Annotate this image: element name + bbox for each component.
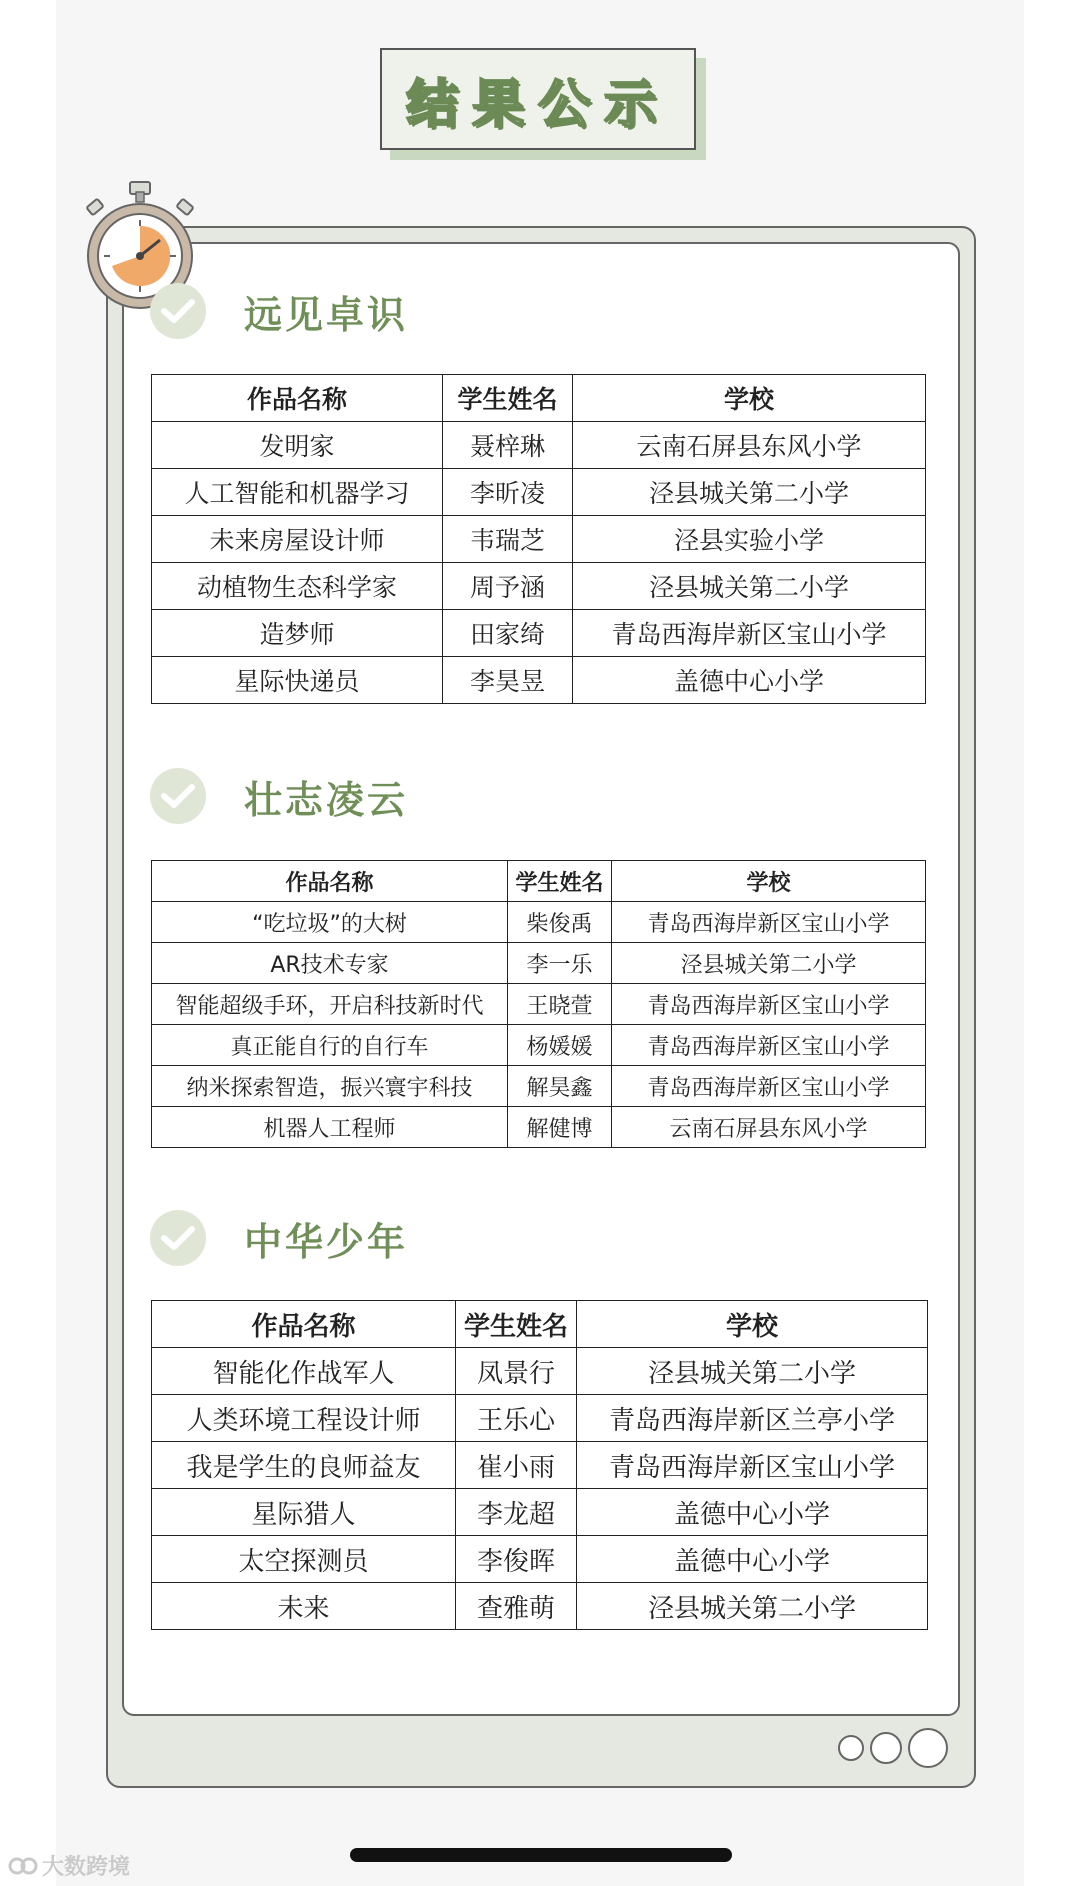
header-work: 作品名称 — [152, 861, 508, 902]
cell-student: 聂梓琳 — [443, 422, 573, 469]
cell-school: 云南石屏县东风小学 — [573, 422, 926, 469]
cell-school: 盖德中心小学 — [573, 657, 926, 704]
table-row — [152, 469, 926, 516]
cell-student: 韦瑞芝 — [443, 516, 573, 563]
cell-work: 星际猎人 — [152, 1489, 456, 1536]
cell-student: 李昕凌 — [443, 469, 573, 516]
cell-school: 泾县城关第二小学 — [577, 1348, 928, 1395]
cell-work: 发明家 — [152, 422, 443, 469]
cell-student: 查雅萌 — [456, 1583, 577, 1630]
cell-school: 青岛西海岸新区宝山小学 — [612, 902, 926, 943]
table-row — [152, 943, 926, 984]
table-row — [152, 1489, 928, 1536]
cell-student: 柴俊禹 — [508, 902, 612, 943]
cell-student: 凤景行 — [456, 1348, 577, 1395]
cell-school: 青岛西海岸新区兰亭小学 — [577, 1395, 928, 1442]
table-row — [152, 1536, 928, 1583]
cell-school: 青岛西海岸新区宝山小学 — [612, 1066, 926, 1107]
cell-work: AR技术专家 — [152, 943, 508, 984]
cell-school: 云南石屏县东风小学 — [612, 1107, 926, 1148]
header-school: 学校 — [573, 375, 926, 422]
table-row — [152, 516, 926, 563]
header-school: 学校 — [577, 1301, 928, 1348]
section-title: 中华少年 — [244, 1219, 409, 1264]
cell-school: 青岛西海岸新区宝山小学 — [612, 984, 926, 1025]
cell-school: 青岛西海岸新区宝山小学 — [577, 1442, 928, 1489]
table-row — [152, 1348, 928, 1395]
results-table-3 — [151, 1300, 928, 1630]
results-table-2 — [151, 860, 926, 1148]
table-row — [152, 1583, 928, 1630]
title-banner — [380, 48, 696, 150]
cell-work: 人类环境工程设计师 — [152, 1395, 456, 1442]
header-work: 作品名称 — [152, 375, 443, 422]
watermark-text: 大数跨境 — [42, 1855, 131, 1880]
cell-work: 真正能自行的自行车 — [152, 1025, 508, 1066]
table-header-row — [152, 861, 926, 902]
cell-student: 解健博 — [508, 1107, 612, 1148]
cell-school: 泾县城关第二小学 — [573, 563, 926, 610]
watermark — [8, 1850, 130, 1881]
home-indicator[interactable] — [350, 1848, 732, 1862]
dot-small — [838, 1735, 864, 1761]
cell-student: 王乐心 — [456, 1395, 577, 1442]
cell-student: 崔小雨 — [456, 1442, 577, 1489]
watermark-logo-icon — [8, 1855, 38, 1877]
check-icon — [150, 768, 206, 824]
cell-student: 解昊鑫 — [508, 1066, 612, 1107]
cell-school: 盖德中心小学 — [577, 1489, 928, 1536]
cell-work: 纳米探索智造，振兴寰宇科技 — [152, 1066, 508, 1107]
check-icon — [150, 283, 206, 339]
frame-dots — [838, 1728, 948, 1768]
table-header-row — [152, 375, 926, 422]
table-row — [152, 657, 926, 704]
cell-student: 李俊晖 — [456, 1536, 577, 1583]
table-row — [152, 984, 926, 1025]
cell-school: 泾县城关第二小学 — [612, 943, 926, 984]
header-student: 学生姓名 — [443, 375, 573, 422]
cell-work: 未来房屋设计师 — [152, 516, 443, 563]
cell-work: 动植物生态科学家 — [152, 563, 443, 610]
cell-student: 周予涵 — [443, 563, 573, 610]
cell-school: 青岛西海岸新区宝山小学 — [573, 610, 926, 657]
cell-school: 泾县实验小学 — [573, 516, 926, 563]
section-heading-2 — [150, 768, 408, 824]
cell-work: 星际快递员 — [152, 657, 443, 704]
header-student: 学生姓名 — [508, 861, 612, 902]
table-row — [152, 1025, 926, 1066]
table-row — [152, 422, 926, 469]
cell-school: 盖德中心小学 — [577, 1536, 928, 1583]
cell-student: 田家绮 — [443, 610, 573, 657]
table-header-row — [152, 1301, 928, 1348]
cell-work: 未来 — [152, 1583, 456, 1630]
cell-student: 李龙超 — [456, 1489, 577, 1536]
header-school: 学校 — [612, 861, 926, 902]
table-row — [152, 1107, 926, 1148]
table-row — [152, 1395, 928, 1442]
dot-medium — [870, 1732, 902, 1764]
cell-student: 李一乐 — [508, 943, 612, 984]
table-row — [152, 1066, 926, 1107]
dot-large — [908, 1728, 948, 1768]
table-row — [152, 902, 926, 943]
cell-work: “吃垃圾”的大树 — [152, 902, 508, 943]
cell-work: 智能化作战军人 — [152, 1348, 456, 1395]
cell-work: 太空探测员 — [152, 1536, 456, 1583]
section-heading-1 — [150, 283, 408, 339]
cell-work: 我是学生的良师益友 — [152, 1442, 456, 1489]
cell-school: 泾县城关第二小学 — [577, 1583, 928, 1630]
section-title: 壮志凌云 — [244, 777, 409, 822]
cell-school: 泾县城关第二小学 — [573, 469, 926, 516]
table-row — [152, 1442, 928, 1489]
results-table-1 — [151, 374, 926, 704]
cell-student: 王晓萱 — [508, 984, 612, 1025]
cell-student: 杨媛媛 — [508, 1025, 612, 1066]
cell-school: 青岛西海岸新区宝山小学 — [612, 1025, 926, 1066]
table-row — [152, 563, 926, 610]
table-row — [152, 610, 926, 657]
cell-student: 李昊昱 — [443, 657, 573, 704]
cell-work: 人工智能和机器学习 — [152, 469, 443, 516]
cell-work: 机器人工程师 — [152, 1107, 508, 1148]
page-title: 结果公示 — [405, 74, 670, 135]
header-student: 学生姓名 — [456, 1301, 577, 1348]
check-icon — [150, 1210, 206, 1266]
section-heading-3 — [150, 1210, 408, 1266]
header-work: 作品名称 — [152, 1301, 456, 1348]
cell-work: 智能超级手环，开启科技新时代 — [152, 984, 508, 1025]
section-title: 远见卓识 — [244, 292, 409, 337]
cell-work: 造梦师 — [152, 610, 443, 657]
